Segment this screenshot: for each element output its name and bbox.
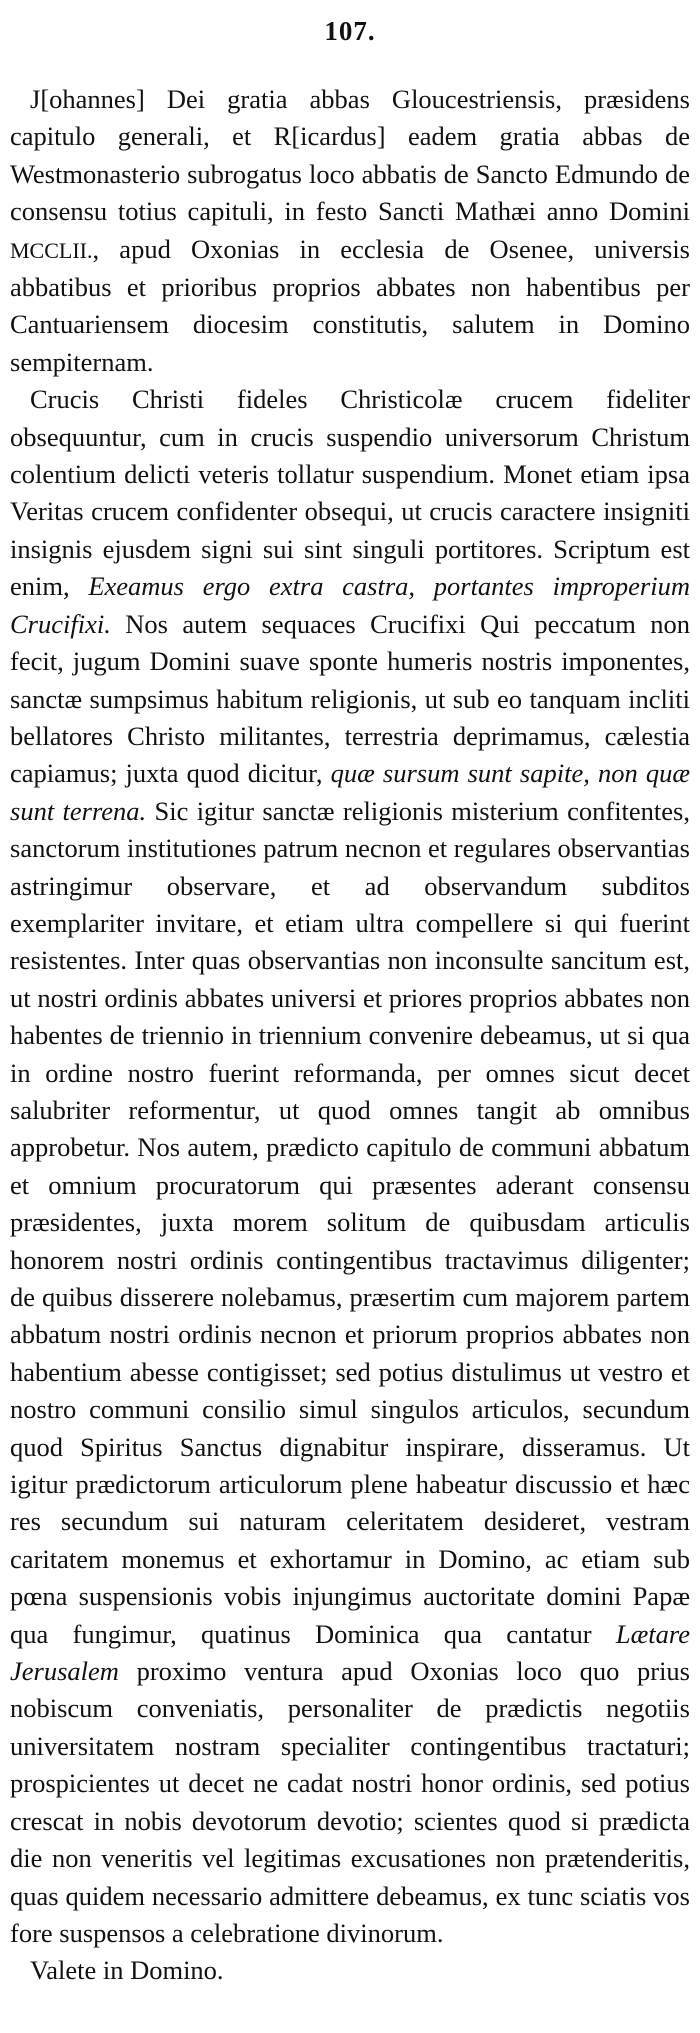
body-paragraph <box>10 381 690 1952</box>
scripture-quote-exeamus: Exeamus ergo extra castra, portantes improperium Crucifixi. <box>10 571 690 639</box>
salutation-text-part-2: , apud Oxonias in ecclesia de Osenee, universis abbatibus et prioribus proprios abbates non habentibus per Cantuariensem diocesim constitutis, salutem in Domino sempiternam. <box>10 233 690 377</box>
closing-line: Valete in Domino. <box>30 1955 224 1986</box>
salutation-text-part-1: J[ohannes] Dei gratia abbas Gloucestriensis, præsidens capitulo generali, et R[icardus] eadem gratia abbas de Westmonasterio subrogatus loco abbatis de Sancto Edmundo de consensu totius capituli, in festo Sancti Mathæi anno Domini <box>10 84 690 227</box>
page-number: 107. <box>324 16 376 46</box>
body-text-part-2: Nos autem sequaces Crucifixi Qui peccatum non fecit, jugum Domini suave sponte humeris nostris imponentes, sanctæ sumpsimus habitum religionis, ut sub eo tanquam incliti bellatores Christo militantes, terrestria deprimamus, cælestia capiamus; juxta quod dicitur, <box>10 608 690 789</box>
body-text-part-3: Sic igitur sanctæ religionis misterium confitentes, sanctorum institutiones patrum necnon et regulares observantias astringimur observare, et ad observandum subditos exemplariter invitare, et etiam ultra compellere si qui fuerint resistentes. Inter quas observantias non inconsulte sancitum est, ut nostri ordinis abbates universi et priores proprios abbates non habentes de triennio in triennium convenire debeamus, ut si qua in ordine nostro fuerint reformanda, per omnes sicut decet salubriter reformentur, ut quod omnes tangit ab omnibus approbetur. Nos autem, prædicto capitulo de communi abbatum et omnium procuratorum qui præsentes aderant consensu præsidentes, juxta morem solitum de quibusdam articulis honorem nostri ordinis contingentibus tractavimus diligenter; de quibus disserere nolebamus, præsertim cum majorem partem abbatum nostri ordinis necnon et priorum proprios abbates non habentium abesse contigisset; sed potius distulimus ut vestro et nostro communi consilio simul singulos articulos, secundum quod Spiritus Sanctus dignabitur inspirare, disseramus. Ut igitur prædictorum articulorum plene habeatur discussio et hæc res secundum sui naturam celeritatem desideret, vestram caritatem monemus et exhortamur in Domino, ac etiam sub pœna suspensionis vobis injungimus auctoritate domini Papæ qua fungimur, quatinus Dominica qua cantatur <box>10 795 690 1649</box>
scripture-quote-sursum: quæ sursum sunt sapite, non quæ sunt terrena. <box>10 758 690 826</box>
salutation-paragraph <box>10 81 690 381</box>
body-text-part-4: proximo ventura apud Oxonias loco quo prius nobiscum conveniatis, personaliter de prædictis negotiis universitatem nostram specialiter contingentibus tractaturi; prospicientes ut decet ne cadat nostri honor ordinis, sed potius crescat in nobis devotorum devotio; scientes quod si prædicta die non veneritis vel legitimas excusationes non prætenderitis, quas quidem necessario admittere debeamus, ex tunc sciatis vos fore suspensos a celebratione divinorum. <box>10 1656 690 1948</box>
body-text-part-1: Crucis Christi fideles Christicolæ crucem fideliter obsequuntur, cum in crucis suspendio universorum Christum colentium delicti veteris tollatur suspendium. Monet etiam ipsa Veritas crucem confidenter obsequi, ut crucis caractere insigniti insignis ejusdem signi sui sint singuli portitores. Scriptum est enim, <box>10 384 690 602</box>
year-numeral: MCCLII. <box>10 237 93 263</box>
liturgical-quote-laetare: Lætare Jerusalem <box>10 1618 690 1687</box>
